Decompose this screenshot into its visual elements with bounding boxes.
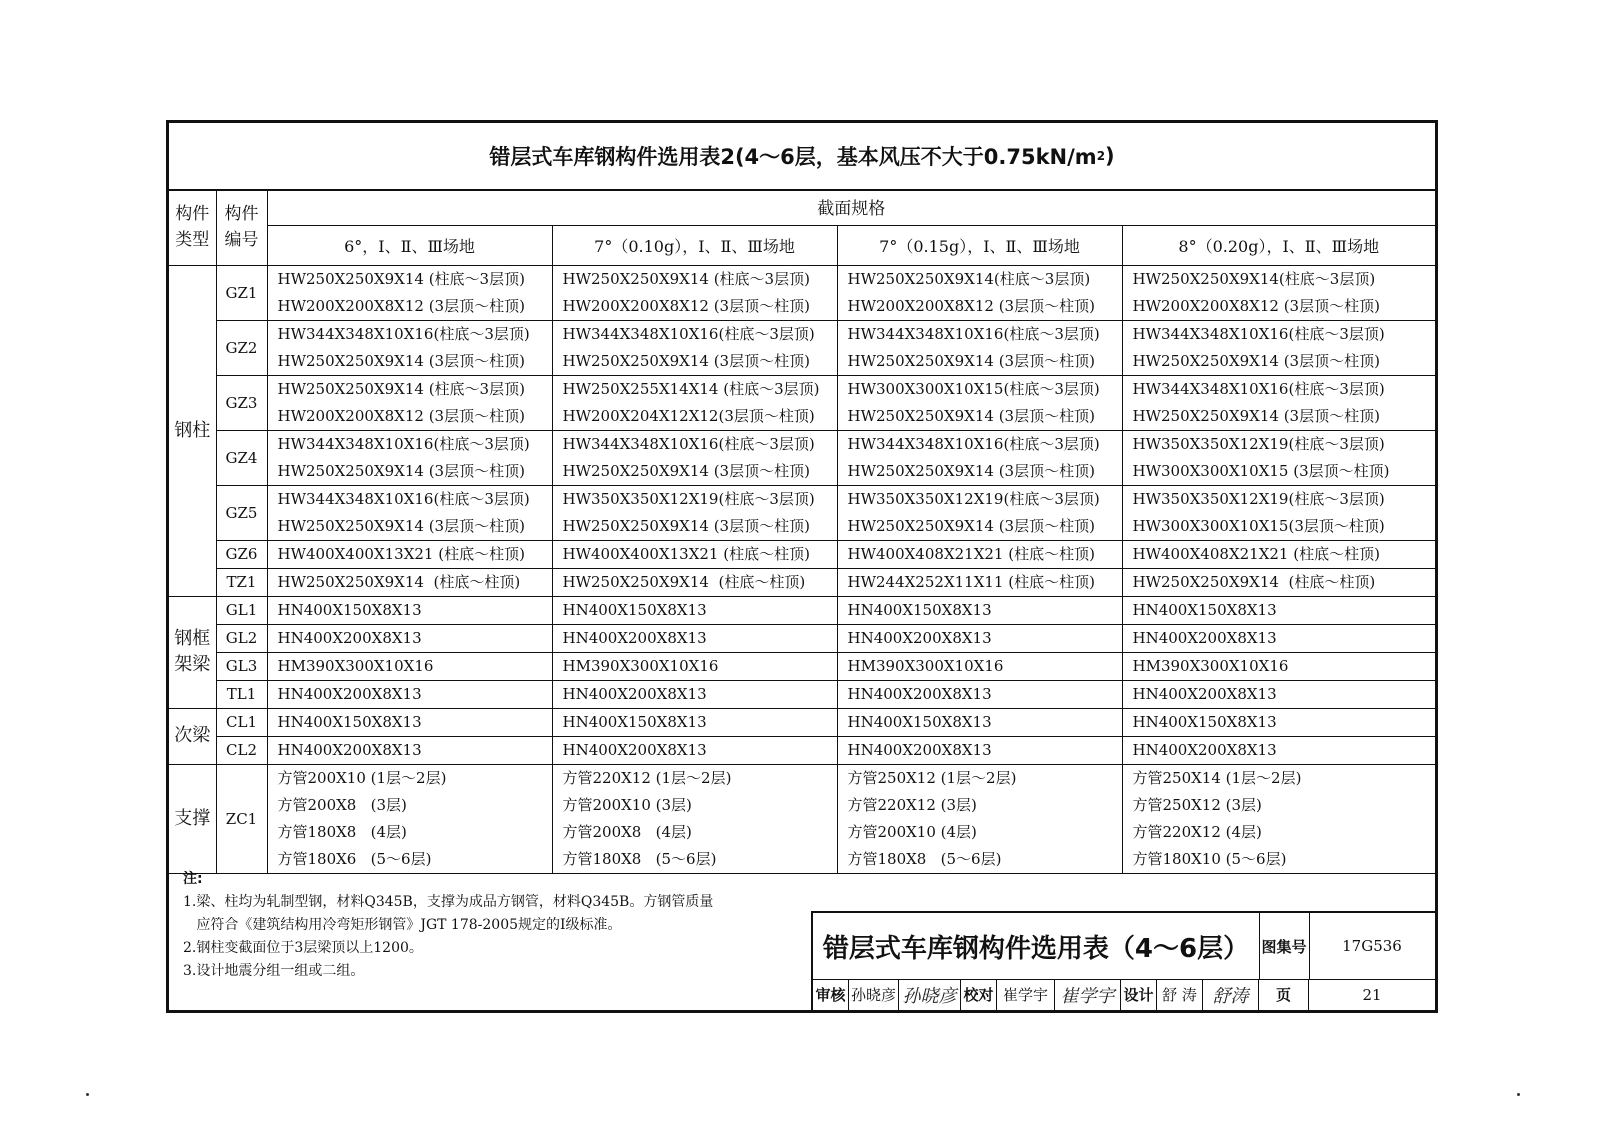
section-spec-cell: [267, 540, 552, 568]
section-spec-line: HN400X200X8X13: [562, 628, 707, 647]
section-spec-cell: [837, 708, 1122, 736]
section-spec-line: HN400X200X8X13: [277, 684, 422, 703]
atlas-number: 17G536: [1309, 913, 1435, 980]
header-col-6deg: 6°，Ⅰ、Ⅱ、Ⅲ场地: [267, 225, 552, 265]
section-spec-cell: [552, 320, 837, 375]
section-spec-line: HM390X300X10X16: [847, 656, 1004, 675]
section-spec-cell: [837, 764, 1122, 873]
table-row: [169, 540, 1435, 568]
table-title: [169, 123, 1435, 191]
check-name: 崔学宇: [997, 979, 1055, 1010]
section-spec-line: HW250X250X9X14 (3层顶～柱顶): [847, 351, 1095, 370]
section-spec-line: 方管250X14 (1层～2层): [1132, 768, 1302, 787]
section-spec-line: HW250X250X9X14 (3层顶～柱顶): [847, 516, 1095, 535]
section-spec-line: HW350X350X12X19(柱底～3层顶): [1132, 489, 1385, 508]
section-spec-line: HW250X250X9X14 (柱底～3层顶): [277, 269, 525, 288]
title-block: [811, 911, 1435, 1010]
table-row: [169, 708, 1435, 736]
section-spec-line: 方管220X12 (4层): [1132, 822, 1262, 841]
section-spec-line: HW200X200X8X12 (3层顶～柱顶): [847, 296, 1095, 315]
drawing-title: 错层式车库钢构件选用表（4～6层）: [813, 913, 1260, 980]
component-code-tl1: TL1: [216, 680, 267, 708]
note-line: 应符合《建筑结构用冷弯矩形钢管》JGT 178-2005规定的Ⅰ级标准。: [183, 917, 622, 933]
section-spec-line: HW250X250X9X14 (3层顶～柱顶): [277, 461, 525, 480]
component-type-cell: 支撑: [169, 764, 216, 873]
section-spec-cell: [1122, 764, 1435, 873]
section-spec-line: HW344X348X10X16(柱底～3层顶): [847, 434, 1100, 453]
table-row: [169, 320, 1435, 375]
note-line: 1.梁、柱均为轧制型钢，材料Q345B，支撑为成品方钢管，材料Q345B。方钢管质量: [183, 894, 714, 910]
section-spec-line: HW344X348X10X16(柱底～3层顶): [1132, 379, 1385, 398]
section-spec-cell: [1122, 624, 1435, 652]
component-code-cl1: CL1: [216, 708, 267, 736]
section-spec-line: HW250X250X9X14 (柱底～柱顶): [277, 572, 521, 591]
section-spec-line: 方管200X8 (4层): [562, 822, 692, 841]
section-spec-line: 方管250X12 (3层): [1132, 795, 1262, 814]
section-spec-line: 方管180X8 (5～6层): [562, 849, 717, 868]
section-spec-cell: [267, 736, 552, 764]
section-spec-cell: [267, 485, 552, 540]
component-code-gl2: GL2: [216, 624, 267, 652]
section-spec-cell: [1122, 596, 1435, 624]
header-section: 截面规格: [267, 189, 1435, 225]
page-number: 21: [1362, 985, 1382, 1004]
header-col-7deg-015g: 7°（0.15g），Ⅰ、Ⅱ、Ⅲ场地: [837, 225, 1122, 265]
section-spec-line: HW300X300X10X15(3层顶～柱顶): [1132, 516, 1385, 535]
section-spec-line: HW300X300X10X15(柱底～3层顶): [847, 379, 1100, 398]
section-spec-line: HW200X200X8X12 (3层顶～柱顶): [277, 406, 525, 425]
component-selection-table: [169, 189, 1435, 874]
section-spec-line: HW344X348X10X16(柱底～3层顶): [277, 434, 530, 453]
section-spec-line: HW250X250X9X14 (3层顶～柱顶): [562, 351, 810, 370]
component-code-zc1: ZC1: [216, 764, 267, 873]
component-code-gz4: GZ4: [216, 430, 267, 485]
section-spec-line: HW200X200X8X12 (3层顶～柱顶): [1132, 296, 1380, 315]
section-spec-cell: [267, 568, 552, 596]
section-spec-line: HW400X400X13X21 (柱底～柱顶): [562, 544, 810, 563]
section-spec-line: HW250X250X9X14 (3层顶～柱顶): [847, 406, 1095, 425]
section-spec-line: HW250X250X9X14 (3层顶～柱顶): [1132, 406, 1380, 425]
section-spec-line: HW344X348X10X16(柱底～3层顶): [562, 434, 815, 453]
section-spec-cell: [837, 736, 1122, 764]
section-spec-line: HW200X200X8X12 (3层顶～柱顶): [277, 296, 525, 315]
section-spec-line: HN400X150X8X13: [1132, 712, 1277, 731]
section-spec-line: 方管200X10 (1层～2层): [277, 768, 447, 787]
section-spec-cell: [552, 764, 837, 873]
section-spec-line: HW350X350X12X19(柱底～3层顶): [847, 489, 1100, 508]
section-spec-line: HN400X150X8X13: [562, 600, 707, 619]
notes-heading: 注:: [183, 871, 203, 887]
header-col-8deg-020g: 8°（0.20g），Ⅰ、Ⅱ、Ⅲ场地: [1122, 225, 1435, 265]
table-row: [169, 680, 1435, 708]
section-spec-line: HW250X250X9X14 (柱底～柱顶): [562, 572, 806, 591]
section-spec-cell: [1122, 568, 1435, 596]
section-spec-line: HW250X250X9X14 (3层顶～柱顶): [562, 461, 810, 480]
section-spec-line: HW344X348X10X16(柱底～3层顶): [277, 489, 530, 508]
section-spec-line: HN400X200X8X13: [847, 628, 992, 647]
section-spec-line: HW250X250X9X14 (3层顶～柱顶): [1132, 351, 1380, 370]
section-spec-line: HN400X200X8X13: [562, 684, 707, 703]
section-spec-line: HW250X250X9X14 (3层顶～柱顶): [277, 516, 525, 535]
section-spec-line: HW250X250X9X14(柱底～3层顶): [847, 269, 1091, 288]
component-code-gz6: GZ6: [216, 540, 267, 568]
section-spec-cell: [552, 568, 837, 596]
component-code-tz1: TZ1: [216, 568, 267, 596]
check-label: 校对: [961, 979, 997, 1010]
section-spec-cell: [1122, 375, 1435, 430]
section-spec-line: HW250X250X9X14 (柱底～3层顶): [277, 379, 525, 398]
signature-row: [813, 979, 1435, 1010]
review-name: 孙晓彦: [849, 979, 899, 1010]
component-code-gz3: GZ3: [216, 375, 267, 430]
section-spec-line: 方管180X6 (5～6层): [277, 849, 432, 868]
section-spec-line: HW250X250X9X14 (3层顶～柱顶): [847, 461, 1095, 480]
header-code: 构件 编号: [216, 189, 267, 265]
section-spec-line: HN400X150X8X13: [847, 600, 992, 619]
component-type-cell: 次梁: [169, 708, 216, 764]
section-spec-cell: [837, 652, 1122, 680]
table-row: [169, 736, 1435, 764]
table-row: [169, 265, 1435, 320]
section-spec-cell: [552, 375, 837, 430]
component-code-gz5: GZ5: [216, 485, 267, 540]
section-spec-line: HW250X250X9X14 (3层顶～柱顶): [277, 351, 525, 370]
table-title-superscript: 2: [1096, 149, 1106, 163]
section-spec-line: HN400X150X8X13: [277, 600, 422, 619]
table-title-tail: ): [1105, 144, 1115, 168]
section-spec-line: HW344X348X10X16(柱底～3层顶): [562, 324, 815, 343]
section-spec-line: 方管250X12 (1层～2层): [847, 768, 1017, 787]
component-type-cell: 钢柱: [169, 265, 216, 596]
section-spec-cell: [1122, 736, 1435, 764]
section-spec-line: HN400X200X8X13: [1132, 684, 1277, 703]
section-spec-cell: [267, 375, 552, 430]
section-spec-line: HN400X200X8X13: [847, 740, 992, 759]
section-spec-cell: [837, 624, 1122, 652]
section-spec-line: 方管180X8 (5～6层): [847, 849, 1002, 868]
component-code-gl1: GL1: [216, 596, 267, 624]
component-code-gz1: GZ1: [216, 265, 267, 320]
section-spec-cell: [267, 624, 552, 652]
section-spec-cell: [837, 375, 1122, 430]
section-spec-line: HN400X150X8X13: [847, 712, 992, 731]
notes: [183, 868, 803, 983]
section-spec-cell: [837, 485, 1122, 540]
component-code-cl2: CL2: [216, 736, 267, 764]
section-spec-line: HW344X348X10X16(柱底～3层顶): [847, 324, 1100, 343]
section-spec-cell: [552, 430, 837, 485]
section-spec-line: HW200X200X8X12 (3层顶～柱顶): [562, 296, 810, 315]
section-spec-cell: [267, 652, 552, 680]
section-spec-line: HW344X348X10X16(柱底～3层顶): [1132, 324, 1385, 343]
section-spec-cell: [267, 596, 552, 624]
section-spec-line: 方管200X10 (4层): [847, 822, 977, 841]
section-spec-cell: [837, 568, 1122, 596]
section-spec-line: HW250X250X9X14(柱底～3层顶): [1132, 269, 1376, 288]
table-title-main: 错层式车库钢构件选用表2(4～6层，基本风压不大于0.75kN/m: [489, 145, 1097, 169]
section-spec-line: HW400X400X13X21 (柱底～柱顶): [277, 544, 525, 563]
section-spec-line: HW250X250X9X14 (3层顶～柱顶): [562, 516, 810, 535]
section-spec-cell: [1122, 485, 1435, 540]
section-spec-line: HW300X300X10X15 (3层顶～柱顶): [1132, 461, 1390, 480]
section-spec-line: HN400X200X8X13: [847, 684, 992, 703]
section-spec-cell: [552, 624, 837, 652]
section-spec-line: HW200X204X12X12(3层顶～柱顶): [562, 406, 815, 425]
drawing-sheet: [166, 120, 1438, 1013]
section-spec-cell: [552, 265, 837, 320]
section-spec-cell: [837, 680, 1122, 708]
section-spec-line: HN400X200X8X13: [1132, 628, 1277, 647]
section-spec-cell: [267, 320, 552, 375]
table-row: [169, 596, 1435, 624]
section-spec-cell: [837, 265, 1122, 320]
section-spec-line: 方管220X12 (3层): [847, 795, 977, 814]
design-signature: 舒涛: [1203, 979, 1259, 1010]
section-spec-line: HM390X300X10X16: [562, 656, 719, 675]
component-code-gl3: GL3: [216, 652, 267, 680]
section-spec-cell: [837, 540, 1122, 568]
page-label: 页: [1259, 979, 1309, 1010]
section-spec-cell: [552, 680, 837, 708]
section-spec-line: HW250X255X14X14 (柱底～3层顶): [562, 379, 820, 398]
section-spec-line: HM390X300X10X16: [277, 656, 434, 675]
section-spec-cell: [552, 736, 837, 764]
table-row: [169, 624, 1435, 652]
section-spec-line: HN400X200X8X13: [277, 628, 422, 647]
note-line: 2.钢柱变截面位于3层梁顶以上1200。: [183, 940, 423, 956]
scan-dot: [86, 1093, 89, 1096]
section-spec-line: HN400X200X8X13: [1132, 740, 1277, 759]
section-spec-line: HW250X250X9X14 (柱底～3层顶): [562, 269, 810, 288]
section-spec-line: HW344X348X10X16(柱底～3层顶): [277, 324, 530, 343]
section-spec-line: HN400X200X8X13: [562, 740, 707, 759]
component-code-gz2: GZ2: [216, 320, 267, 375]
section-spec-line: 方管220X12 (1层～2层): [562, 768, 732, 787]
section-spec-cell: [552, 652, 837, 680]
check-signature: 崔学宇: [1055, 979, 1121, 1010]
section-spec-line: 方管180X10 (5～6层): [1132, 849, 1287, 868]
section-spec-cell: [837, 320, 1122, 375]
section-spec-cell: [552, 596, 837, 624]
table-row: [169, 430, 1435, 485]
scan-dot: [1517, 1093, 1520, 1096]
table-row: [169, 485, 1435, 540]
section-spec-cell: [1122, 540, 1435, 568]
note-line: 3.设计地震分组一组或二组。: [183, 963, 365, 979]
section-spec-cell: [267, 430, 552, 485]
section-spec-cell: [552, 708, 837, 736]
section-spec-line: HW400X408X21X21 (柱底～柱顶): [1132, 544, 1380, 563]
section-spec-cell: [1122, 652, 1435, 680]
section-spec-cell: [1122, 680, 1435, 708]
section-spec-line: HN400X150X8X13: [277, 712, 422, 731]
design-name: 舒 涛: [1157, 979, 1203, 1010]
section-spec-cell: [267, 708, 552, 736]
section-spec-cell: [837, 596, 1122, 624]
section-spec-cell: [1122, 320, 1435, 375]
section-spec-cell: [1122, 708, 1435, 736]
section-spec-line: 方管180X8 (4层): [277, 822, 407, 841]
section-spec-cell: [552, 540, 837, 568]
section-spec-cell: [267, 680, 552, 708]
section-spec-line: 方管200X10 (3层): [562, 795, 692, 814]
review-signature: 孙晓彦: [899, 979, 961, 1010]
section-spec-line: HW350X350X12X19(柱底～3层顶): [1132, 434, 1385, 453]
table-row: [169, 652, 1435, 680]
section-spec-cell: [1122, 265, 1435, 320]
header-type: 构件 类型: [169, 189, 216, 265]
section-spec-line: HW250X250X9X14 (柱底～柱顶): [1132, 572, 1376, 591]
section-spec-line: HW244X252X11X11 (柱底～柱顶): [847, 572, 1095, 591]
table-row: [169, 568, 1435, 596]
header-col-7deg-010g: 7°（0.10g），Ⅰ、Ⅱ、Ⅲ场地: [552, 225, 837, 265]
section-spec-line: HN400X200X8X13: [277, 740, 422, 759]
table-row: [169, 375, 1435, 430]
section-spec-cell: [837, 430, 1122, 485]
section-spec-line: HN400X150X8X13: [1132, 600, 1277, 619]
section-spec-line: 方管200X8 (3层): [277, 795, 407, 814]
section-spec-line: HW400X408X21X21 (柱底～柱顶): [847, 544, 1095, 563]
review-label: 审核: [813, 979, 849, 1010]
section-spec-line: HN400X150X8X13: [562, 712, 707, 731]
component-type-cell: 钢框 架梁: [169, 596, 216, 708]
section-spec-cell: [552, 485, 837, 540]
section-spec-cell: [1122, 430, 1435, 485]
atlas-label: 图集号: [1259, 913, 1310, 980]
section-spec-cell: [267, 265, 552, 320]
section-spec-line: HM390X300X10X16: [1132, 656, 1289, 675]
section-spec-cell: [267, 764, 552, 873]
table-row: [169, 764, 1435, 873]
section-spec-line: HW350X350X12X19(柱底～3层顶): [562, 489, 815, 508]
design-label: 设计: [1121, 979, 1157, 1010]
